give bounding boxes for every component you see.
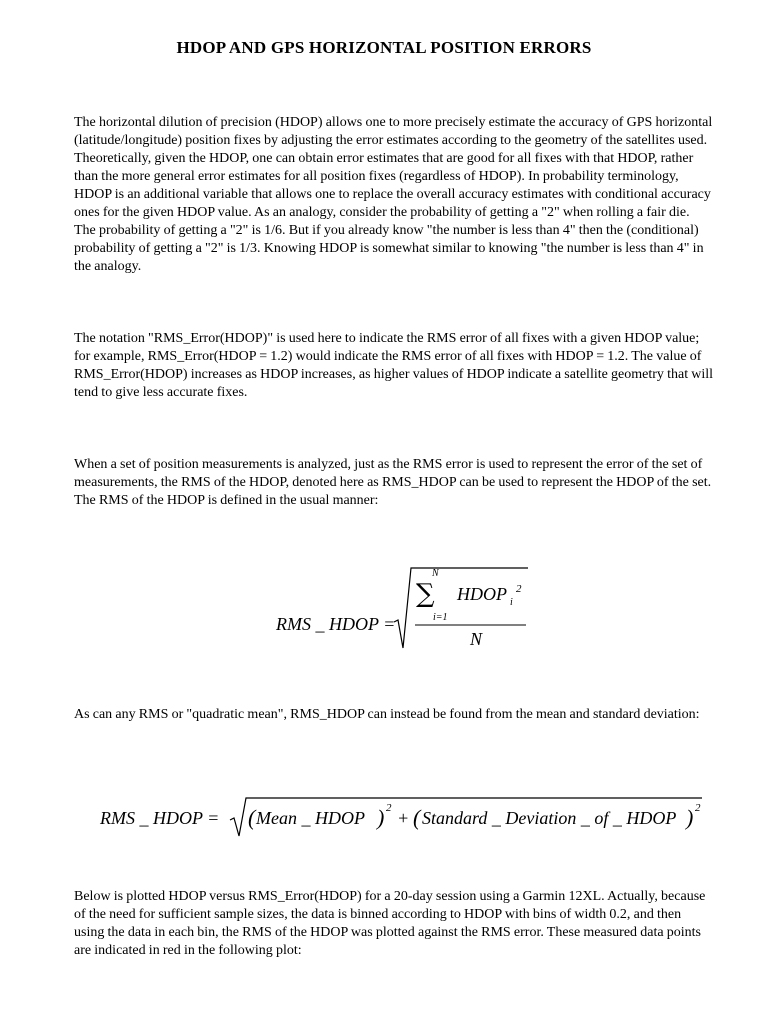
paragraph-plot-description: Below is plotted HDOP versus RMS_Error(HDOP) for a 20-day session using a Garmin 12XL. Actually, because of the need for sufficient sample sizes, the data is binned according to HDOP with bins of width 0.2, and then using the data in each bin, the RMS of the HDOP was plotted against the RMS error. These measured data points are indicated in red in the following plot: <box>74 889 706 958</box>
formula1-subscript: i <box>510 597 513 608</box>
paragraph-notation: The notation "RMS_Error(HDOP)" is used here to indicate the RMS error of all fixes with a given HDOP value; for example, RMS_Error(HDOP = 1.2) would indicate the RMS error of all fixes with HDOP = 1.2. The value of RMS_Error(HDOP) increases as HDOP increases, as higher values of HDOP indicate a satellite geometry that will tend to give less accurate fixes. <box>74 331 714 400</box>
sum-lower-limit: i=1 <box>433 612 448 623</box>
formula-rms-hdop-definition <box>276 560 546 655</box>
formula2-term1: Mean _ HDOP <box>256 808 365 828</box>
document-title: HDOP AND GPS HORIZONTAL POSITION ERRORS <box>176 38 592 57</box>
formula-rms-hdop-mean-std <box>100 794 710 844</box>
sum-upper-limit: N <box>432 568 439 579</box>
formula-rms-hdop-mean-std-svg <box>100 794 710 844</box>
formula2-exp2: 2 <box>695 802 701 814</box>
summation-symbol: ∑ <box>416 579 435 609</box>
paren-close-2: ) <box>686 805 694 830</box>
formula1-term: HDOP <box>457 584 507 604</box>
paren-close-1: ) <box>377 805 385 830</box>
paren-open-2: ( <box>413 805 421 830</box>
paragraph-intro: The horizontal dilution of precision (HDOP) allows one to more precisely estimate the accuracy of GPS horizontal (latitude/longitude) position fixes by adjusting the error estimates according to the geometry of the satellites used. Theoretically, given the HDOP, one can obtain error estimates that are good for all fixes with that HDOP, rather than the more general error estimates for all position fixes (regardless of HDOP). In probability terminology, HDOP is an additional variable that allows one to replace the overall accuracy estimates with conditional accuracy ones for the given HDOP value. As an analogy, consider the probability of getting a "2" when rolling a fair die. The probability of getting a "2" is 1/6. But if you already know "the number is less than 4" then the (conditional) probability of getting a "2" is 1/3. Knowing HDOP is somewhat similar to knowing "the number is less than 4" in the analogy. <box>74 115 713 274</box>
formula-rms-hdop-definition-svg <box>276 560 546 655</box>
paren-open-1: ( <box>248 805 256 830</box>
formula2-exp1: 2 <box>386 802 392 814</box>
paragraph-rms-definition: When a set of position measurements is analyzed, just as the RMS error is used to represent the error of the set of measurements, the RMS of the HDOP, denoted here as RMS_HDOP can be used to represent the HDOP of the set. The RMS of the HDOP is defined in the usual manner: <box>74 457 712 508</box>
formula1-superscript: 2 <box>516 583 522 595</box>
paragraph-quadratic-mean: As can any RMS or "quadratic mean", RMS_HDOP can instead be found from the mean and standard deviation: <box>74 707 700 722</box>
formula2-lhs: RMS _ HDOP = <box>100 808 220 828</box>
formula1-lhs: RMS _ HDOP = <box>276 614 396 634</box>
plus-sign: + <box>397 808 410 828</box>
formula2-term2: Standard _ Deviation _ of _ HDOP <box>422 808 677 828</box>
formula1-denominator: N <box>470 629 483 649</box>
radical-sign <box>394 568 528 648</box>
